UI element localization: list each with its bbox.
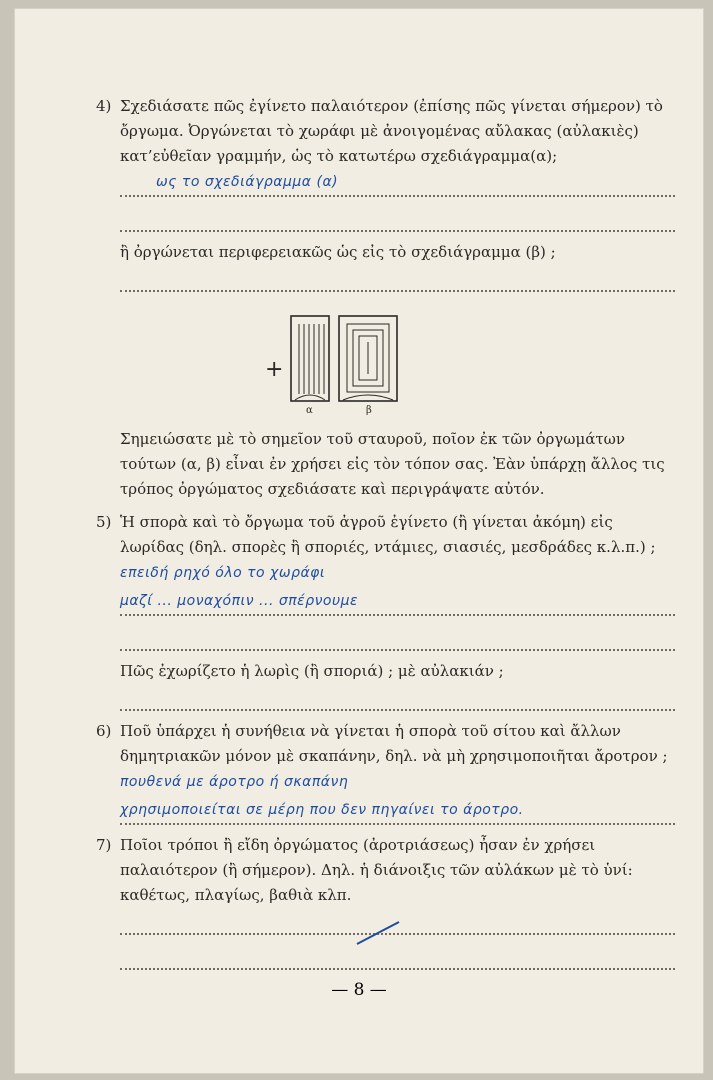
dotted-line xyxy=(120,205,675,232)
answer-line-6b xyxy=(120,797,675,825)
answer-line-5b xyxy=(120,588,675,616)
dotted-line xyxy=(120,684,675,711)
question-4-number: 4) xyxy=(96,97,112,115)
page-number: — 8 — xyxy=(331,980,387,1000)
handwritten-answer-6b: χρησιμοποιείται σε μέρη που δεν πηγαίνει το άροτρο. xyxy=(120,802,524,818)
cross-mark: + xyxy=(265,357,284,382)
diagram-a-label: α xyxy=(306,405,313,416)
question-5 xyxy=(96,510,675,586)
question-7-number: 7) xyxy=(96,836,112,854)
question-6-number: 6) xyxy=(96,722,112,740)
question-6-text: Ποῦ ὑπάρχει ἡ συνήθεια νὰ γίνεται ἡ σπορὰ τοῦ σίτου καὶ ἄλλων δημητριακῶν μόνον μὲ σκαπάνην, δηλ. νὰ μὴ χρησιμοποιῆται ἄροτρον ; xyxy=(120,722,668,765)
checkmark-icon xyxy=(353,918,403,948)
dotted-line xyxy=(120,943,675,970)
question-7-text: Ποῖοι τρόποι ἢ εἴδη ὀργώματος (ἀροτριάσεως) ἦσαν ἐν χρήσει παλαιότερον (ἢ σήμερον). Δηλ. ἡ διάνοιξις τῶν αὐλάκων μὲ τὸ ὑνί: καθέτως, πλαγίως, βαθιὰ κλπ. xyxy=(120,836,633,904)
question-5-number: 5) xyxy=(96,513,112,531)
question-7 xyxy=(96,833,675,908)
handwritten-answer-5b: μαζί ... μοναχόπιν ... σπέρνουμε xyxy=(120,593,359,609)
question-4-note: Σημειώσατε μὲ τὸ σημεῖον τοῦ σταυροῦ, ποῖον ἐκ τῶν ὀργωμάτων τούτων (α, β) εἶναι ἐν χρήσει εἰς τὸν τόπον σας. Ἐὰν ὑπάρχῃ ἄλλος τις τρόπος ὀργώματος σχεδιάσατε καὶ περιγράψατε αὐτόν. xyxy=(120,430,665,498)
plowing-diagram-svg xyxy=(265,312,525,417)
answer-line-4a xyxy=(120,169,675,197)
dotted-line xyxy=(120,624,675,651)
question-4-circular: ἢ ὀργώνεται περιφερειακῶς ὡς εἰς τὸ σχεδιάγραμμα (β) ; xyxy=(120,243,556,261)
plowing-diagram xyxy=(120,312,675,417)
handwritten-answer-4a: ως το σχεδιάγραμμα (α) xyxy=(156,174,339,190)
question-6 xyxy=(96,719,675,795)
diagram-a-frame xyxy=(291,316,329,401)
question-4 xyxy=(96,94,675,169)
handwritten-answer-6a: πουθενά με άροτρο ή σκαπάνη xyxy=(120,774,349,790)
page-content xyxy=(96,94,675,978)
diagram-b-label: β xyxy=(366,405,372,416)
question-5-text: Ἡ σπορὰ καὶ τὸ ὄργωμα τοῦ ἀγροῦ ἐγίνετο (ἢ γίνεται ἀκόμη) εἰς λωρίδας (δηλ. σπορὲς ἢ σποριές, ντάμιες, σιασιές, μεσδράδες κ.λ.π.) ; xyxy=(120,513,656,556)
diagram-a-furrows xyxy=(299,324,324,394)
question-4-text: Σχεδιάσατε πῶς ἐγίνετο παλαιότερον (ἐπίσης πῶς γίνεται σήμερον) τὸ ὄργωμα. Ὀργώνεται τὸ χωράφι μὲ ἀνοιγομένας αὔλακας (αὐλακιὲς) κατ’εὐθεῖαν γραμμήν, ὡς τὸ κατωτέρω σχεδιάγραμμα(α); xyxy=(120,97,663,165)
question-5-separation: Πῶς ἐχωρίζετο ἡ λωρὶς (ἢ σποριά) ; μὲ αὐλακιάν ; xyxy=(120,662,504,680)
diagram-b-ground xyxy=(343,395,393,400)
document-page xyxy=(14,8,704,1074)
diagram-b-furrows xyxy=(347,324,389,392)
handwritten-answer-5a: επειδή ρηχό όλο το χωράφι xyxy=(120,565,326,581)
diagram-a-ground xyxy=(295,395,325,400)
dotted-line xyxy=(120,265,675,292)
